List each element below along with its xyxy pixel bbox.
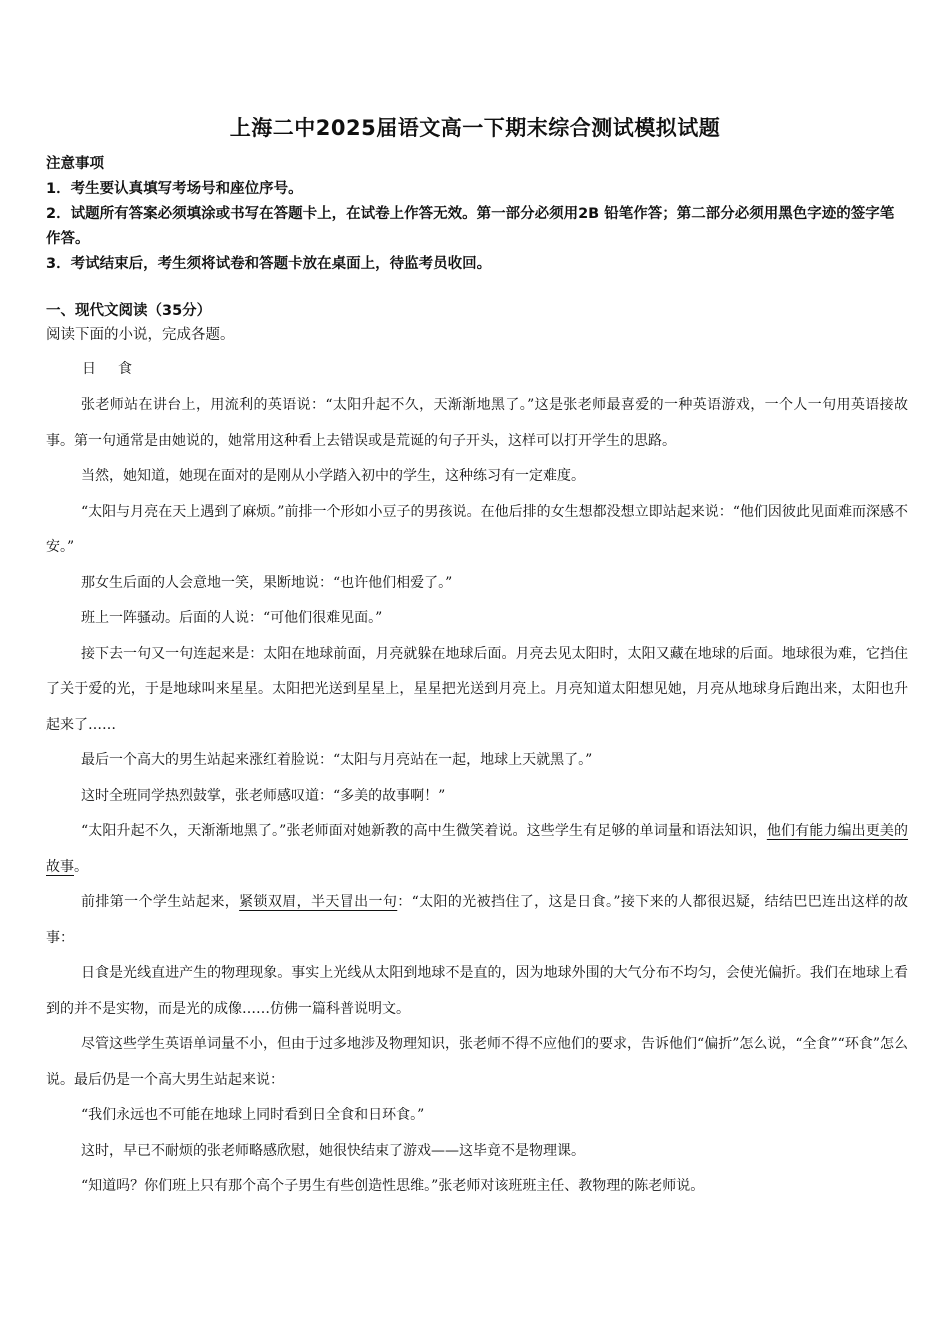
- story-title: 日食: [82, 361, 154, 377]
- page-title: 上海二中2025届语文高一下期末综合测试模拟试题: [229, 116, 721, 140]
- text-run: ：“太阳的光被挡住了，这是日食。”接下来的人都很迟疑，结结巴巴连出这样的故事：: [46, 894, 909, 946]
- notes-block: [46, 152, 908, 277]
- story-paragraph: 张老师站在讲台上，用流利的英语说：“太阳升起不久，天渐渐地黑了。”这是张老师最喜爱的一种英语游戏，一个人一句用英语接故事。第一句通常是由她说的，她常用这种看上去错误或是荒诞的句子开头，这样可以打开学生的思路。: [46, 397, 908, 449]
- notes-item: 3．考试结束后，考生须将试卷和答题卡放在桌面上，待监考员收回。: [46, 256, 492, 272]
- story-paragraph: 接下去一句又一句连起来是：太阳在地球前面，月亮就躲在地球后面。月亮去见太阳时，太阳又藏在地球的后面。地球很为难，它挡住了关于爱的光，于是地球叫来星星。太阳把光送到星星上，星星把光送到月亮上。月亮知道太阳想见她，月亮从地球身后跑出来，太阳也升起来了……: [46, 645, 908, 733]
- notes-item: 1．考生要认真填写考场号和座位序号。: [46, 181, 303, 197]
- section-intro: 阅读下面的小说，完成各题。: [46, 327, 235, 343]
- story-paragraph: “我们永远也不可能在地球上同时看到日全食和日环食。”: [81, 1107, 425, 1123]
- story-paragraph: [46, 814, 908, 885]
- underlined-phrase: 他们有能力编出更美的故事: [46, 823, 909, 875]
- text-run: 前排第一个学生站起来，: [81, 894, 240, 910]
- story-paragraph: “知道吗？你们班上只有那个高个子男生有些创造性思维。”张老师对该班班主任、教物理的陈老师说。: [81, 1178, 705, 1194]
- story-paragraph: 那女生后面的人会意地一笑，果断地说：“也许他们相爱了。”: [81, 574, 453, 591]
- notes-item: 2．试题所有答案必须填涂或书写在答题卡上，在试卷上作答无效。第一部分必须用2B 铅笔作答；第二部分必须用黑色字迹的签字笔作答。: [46, 206, 895, 247]
- story-paragraph: 最后一个高大的男生站起来涨红着脸说：“太阳与月亮站在一起，地球上天就黑了。”: [81, 752, 593, 768]
- section-heading: 一、现代文阅读（35分）: [46, 303, 212, 319]
- story-paragraph: “太阳与月亮在天上遇到了麻烦。”前排一个形如小豆子的男孩说。在他后排的女生想都没想立即站起来说：“他们因彼此见面难而深感不安。”: [46, 503, 908, 555]
- notes-heading: 注意事项: [46, 156, 104, 172]
- story-paragraph: [46, 885, 908, 956]
- story-paragraph: 班上一阵骚动。后面的人说：“可他们很难见面。”: [81, 610, 383, 626]
- story-paragraph: 这时全班同学热烈鼓掌，张老师感叹道：“多美的故事啊！”: [81, 787, 446, 804]
- story-paragraph: 尽管这些学生英语单词量不小，但由于过多地涉及物理知识，张老师不得不应他们的要求，告诉他们“偏折”怎么说，“全食”“环食”怎么说。最后仍是一个高大男生站起来说：: [46, 1036, 908, 1088]
- story-paragraph: 日食是光线直进产生的物理现象。事实上光线从太阳到地球不是直的，因为地球外围的大气分布不均匀，会使光偏折。我们在地球上看到的并不是实物，而是光的成像……仿佛一篇科普说明文。: [46, 965, 908, 1017]
- text-run: “太阳升起不久，天渐渐地黑了。”张老师面对她新教的高中生微笑着说。这些学生有足够的单词量和语法知识，: [81, 823, 767, 839]
- story-paragraph: 这时，早已不耐烦的张老师略感欣慰，她很快结束了游戏——这毕竟不是物理课。: [81, 1142, 585, 1159]
- text-run: 。: [74, 858, 88, 875]
- story-body: [46, 388, 908, 1205]
- story-paragraph: 当然，她知道，她现在面对的是刚从小学踏入初中的学生，这种练习有一定难度。: [81, 468, 585, 484]
- underlined-phrase: 紧锁双眉，半天冒出一句: [239, 894, 398, 910]
